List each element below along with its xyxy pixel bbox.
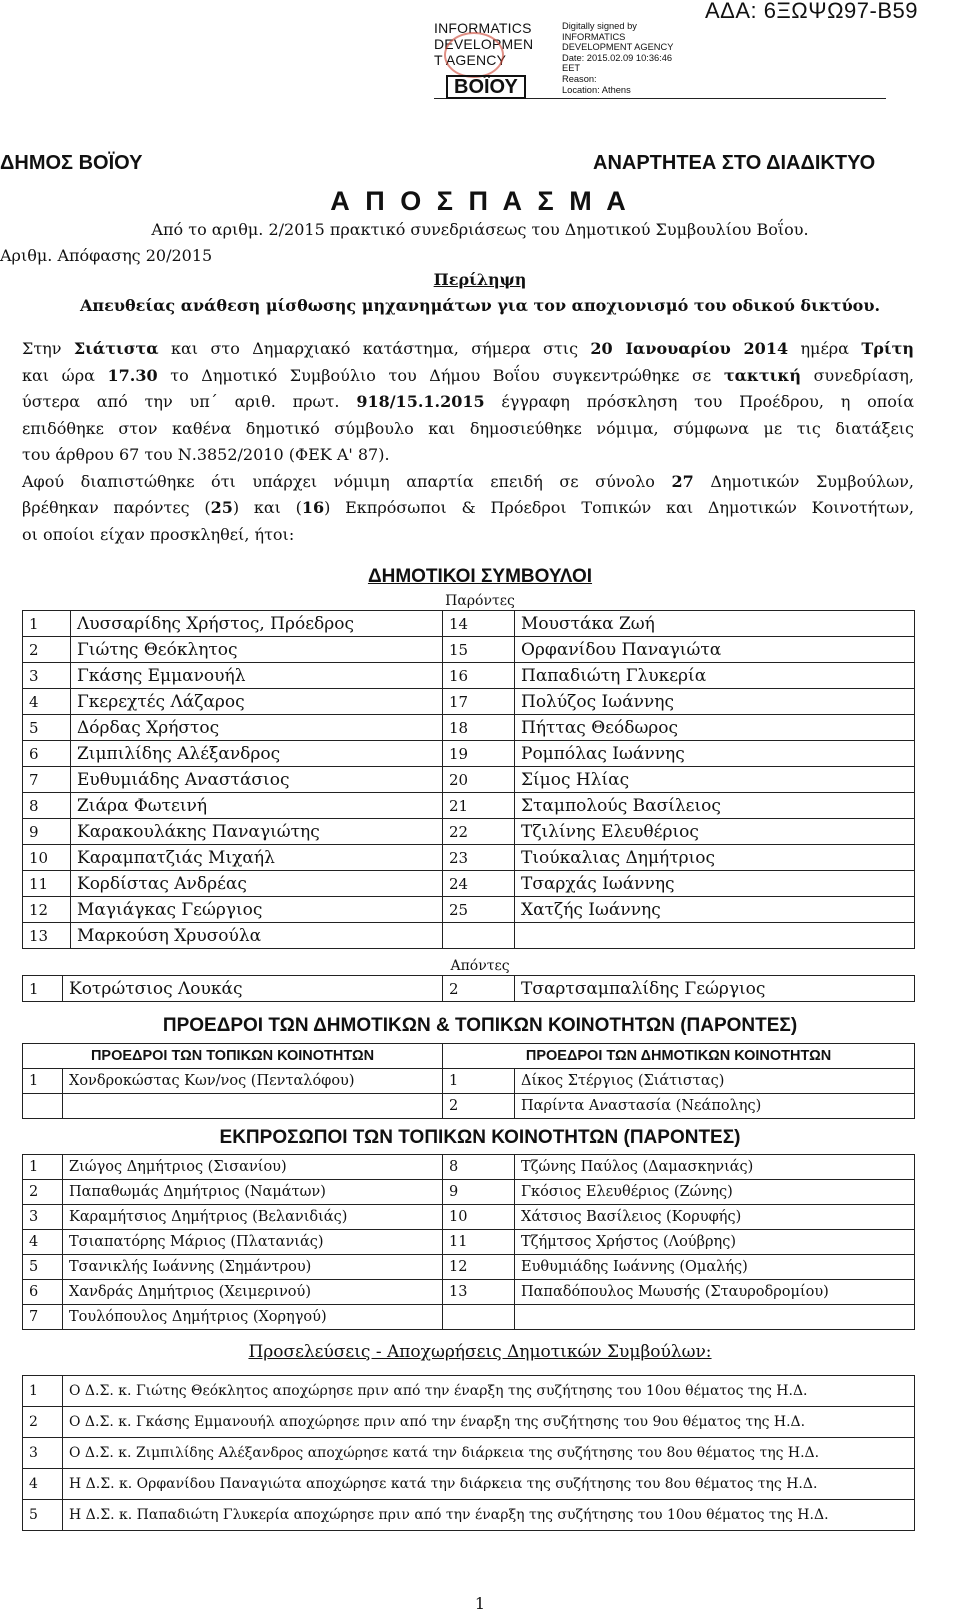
row-number: 25 (443, 897, 515, 923)
name-cell: Καρακουλάκης Παναγιώτης (71, 819, 443, 845)
row-number: 13 (443, 1280, 515, 1305)
row-number: 10 (23, 845, 71, 871)
name-cell: Παπαδόπουλος Μωυσής (Σταυροδρομίου) (515, 1280, 915, 1305)
row-number: 1 (23, 1069, 63, 1094)
name-cell (515, 1305, 915, 1330)
name-cell: Τσανικλής Ιωάννης (Σημάντρου) (63, 1255, 443, 1280)
table-row (23, 1280, 915, 1305)
name-cell: Χονδροκώστας Κων/νος (Πενταλόφου) (63, 1069, 443, 1094)
name-cell: Τσαρχάς Ιωάννης (515, 871, 915, 897)
table-row (23, 845, 915, 871)
name-cell: Καραμπατζιάς Μιχαήλ (71, 845, 443, 871)
signature-detail: INFORMATICS (562, 31, 626, 42)
digital-signature-block (434, 20, 886, 99)
row-number (443, 1305, 515, 1330)
intro-line-2: και ώρα 17.30 το Δημοτικό Συμβούλιο του Δήμου Βοΐου συγκεντρώθηκε σε τακτική συνεδρίαση, (22, 365, 914, 385)
row-number: 21 (443, 793, 515, 819)
name-cell: Τσιαπατόρης Μάριος (Πλατανιάς) (63, 1230, 443, 1255)
signature-logo-text: ΒΟΪΟΥ (446, 75, 526, 99)
name-cell: Ζιμπιλίδης Αλέξανδρος (71, 741, 443, 767)
name-cell: Ζιώγος Δημήτριος (Σισανίου) (63, 1155, 443, 1180)
name-cell: Τιούκαλιας Δημήτριος (515, 845, 915, 871)
seal-icon (444, 32, 504, 78)
intro-line-3: ύστερα από την υπ΄ αριθ. πρωτ. 918/15.1.2015 έγγραφη πρόσκληση του Προέδρου, η οποία (22, 392, 915, 411)
name-cell: Ο Δ.Σ. κ. Ζιμπιλίδης Αλέξανδρος αποχώρησε κατά την διάρκεια της συζήτησης του 8ου θέματος της Η.Δ. (63, 1438, 915, 1469)
row-number: 23 (443, 845, 515, 871)
row-number: 3 (23, 1438, 63, 1469)
from-line: Από το αριθμ. 2/2015 πρακτικό συνεδριάσεως του Δημοτικού Συμβουλίου Βοΐου. (151, 220, 809, 239)
table-row (23, 1469, 915, 1500)
name-cell: Ρομπόλας Ιωάννης (515, 741, 915, 767)
name-cell: Χανδράς Δημήτριος (Χειμερινού) (63, 1280, 443, 1305)
table-row (23, 1069, 915, 1094)
table-row (23, 767, 915, 793)
name-cell: Τζήμτσος Χρήστος (Λούβρης) (515, 1230, 915, 1255)
row-number (443, 923, 515, 949)
row-number: 4 (23, 1469, 63, 1500)
table-header-row (23, 1044, 915, 1069)
row-number: 2 (23, 1180, 63, 1205)
name-cell: Ο Δ.Σ. κ. Γιώτης Θεόκλητος αποχώρησε πριν από την έναρξη της συζήτησης του 10ου θέματος της Η.Δ. (63, 1376, 915, 1407)
absent-label: Απόντες (450, 958, 510, 974)
name-cell: Παπαθωμάς Δημήτριος (Ναμάτων) (63, 1180, 443, 1205)
row-number: 1 (23, 976, 63, 1002)
signature-detail: Reason: (562, 73, 597, 84)
name-cell: Δόρδας Χρήστος (71, 715, 443, 741)
signature-name-2: DEVELOPMEN (434, 36, 534, 52)
row-number: 20 (443, 767, 515, 793)
ada-stamp: ΑΔΑ: 6ΞΩΨΩ97-Β59 (704, 0, 918, 23)
name-cell (515, 923, 915, 949)
name-cell: Γκόσιος Ελευθέριος (Ζώνης) (515, 1180, 915, 1205)
row-number: 22 (443, 819, 515, 845)
page-number: 1 (474, 1594, 486, 1613)
row-number: 3 (23, 663, 71, 689)
name-cell: Γκερεχτές Λάζαρος (71, 689, 443, 715)
row-number: 19 (443, 741, 515, 767)
present-label: Παρόντες (445, 593, 515, 609)
row-number: 6 (23, 1280, 63, 1305)
signature-name-1: INFORMATICS (434, 20, 532, 36)
name-cell: Πήττας Θεόδωρος (515, 715, 915, 741)
table-row (23, 637, 915, 663)
name-cell: Τουλόπουλος Δημήτριος (Χορηγού) (63, 1305, 443, 1330)
name-cell: Ορφανίδου Παναγιώτα (515, 637, 915, 663)
row-number: 7 (23, 1305, 63, 1330)
posting-note: ΑΝΑΡΤΗΤΕΑ ΣΤΟ ΔΙΑΔΙΚΤΥΟ (593, 152, 876, 174)
name-cell: Μαρκούση Χρυσούλα (71, 923, 443, 949)
row-number: 6 (23, 741, 71, 767)
table-row (23, 819, 915, 845)
presidents-table (22, 1043, 915, 1119)
name-cell: Λυσσαρίδης Χρήστος, Πρόεδρος (71, 611, 443, 637)
row-number: 8 (23, 793, 71, 819)
name-cell: Γκάσης Εμμανουήλ (71, 663, 443, 689)
signature-detail: Location: Athens (562, 84, 631, 95)
table-row (23, 689, 915, 715)
reps-heading: ΕΚΠΡΟΣΩΠΟΙ ΤΩΝ ΤΟΠΙΚΩΝ ΚΟΙΝΟΤΗΤΩΝ (ΠΑΡΟΝΤΕΣ) (219, 1127, 741, 1148)
arrivals-heading: Προσελεύσεις - Αποχωρήσεις Δημοτικών Συμβούλων: (248, 1342, 712, 1362)
table-row (23, 1500, 915, 1531)
signature-logo (434, 20, 534, 98)
row-number: 5 (23, 1255, 63, 1280)
name-cell: Πολύζος Ιωάννης (515, 689, 915, 715)
row-number: 11 (23, 871, 71, 897)
signature-name-3: T AGENCY (434, 52, 507, 68)
signature-details (562, 21, 673, 95)
signature-detail: EET (562, 63, 581, 74)
table-row (23, 1230, 915, 1255)
name-cell: Κορδίστας Ανδρέας (71, 871, 443, 897)
row-number: 5 (23, 715, 71, 741)
row-number: 9 (443, 1180, 515, 1205)
table-row (23, 1376, 915, 1407)
row-number: 16 (443, 663, 515, 689)
row-number: 8 (443, 1155, 515, 1180)
signature-detail: Date: 2015.02.09 10:36:46 (562, 52, 673, 63)
row-number: 2 (443, 976, 515, 1002)
name-cell: Κοτρώτσιος Λουκάς (63, 976, 443, 1002)
name-cell: Τσαρτσαμπαλίδης Γεώργιος (515, 976, 915, 1002)
row-number: 5 (23, 1500, 63, 1531)
intro-line-7: βρέθηκαν παρόντες (25) και (16) Εκπρόσωποι & Πρόεδροι Τοπικών και Δημοτικών Κοινοτήτων, (22, 498, 915, 517)
intro-line-4: επιδόθηκε στον καθένα δημοτικό σύμβουλο και δημοσιεύθηκε νόμιμα, σύμφωνα με τις διατάξεις (22, 418, 914, 438)
table-row (23, 1438, 915, 1469)
row-number: 1 (23, 1376, 63, 1407)
name-cell: Σίμος Ηλίας (515, 767, 915, 793)
councillors-heading: ΔΗΜΟΤΙΚΟΙ ΣΥΜΒΟΥΛΟΙ (367, 566, 593, 587)
table-row (23, 1407, 915, 1438)
row-number: 18 (443, 715, 515, 741)
intro-line-6: Αφού διαπιστώθηκε ότι υπάρχει νόμιμη απαρτία επειδή σε σύνολο 27 Δημοτικών Συμβούλων, (22, 471, 914, 491)
name-cell: Σταμπολούς Βασίλειος (515, 793, 915, 819)
name-cell: Ευθυμιάδης Αναστάσιος (71, 767, 443, 793)
row-number: 2 (23, 637, 71, 663)
present-table (22, 610, 915, 949)
document-title: Α Π Ο Σ Π Α Σ Μ Α (330, 186, 630, 216)
name-cell: Παπαδιώτη Γλυκερία (515, 663, 915, 689)
name-cell (63, 1094, 443, 1119)
row-number: 4 (23, 689, 71, 715)
table-row (23, 1205, 915, 1230)
table-row (23, 663, 915, 689)
name-cell: Η Δ.Σ. κ. Ορφανίδου Παναγιώτα αποχώρησε κατά την διάρκεια της συζήτησης του 8ου θέματος της Η.Δ. (63, 1469, 915, 1500)
intro-line-8: οι οποίοι είχαν προσκληθεί, ήτοι: (22, 524, 295, 544)
summary-text: Απευθείας ανάθεση μίσθωσης μηχανημάτων για τον αποχιονισμό του οδικού δικτύου. (79, 296, 881, 315)
name-cell: Τζώνης Παύλος (Δαμασκηνιάς) (515, 1155, 915, 1180)
intro-paragraph (22, 336, 914, 548)
presidents-heading: ΠΡΟΕΔΡΟΙ ΤΩΝ ΔΗΜΟΤΙΚΩΝ & ΤΟΠΙΚΩΝ ΚΟΙΝΟΤΗΤΩΝ (ΠΑΡΟΝΤΕΣ) (162, 1015, 798, 1036)
row-number: 17 (443, 689, 515, 715)
decision-number: Αριθμ. Απόφασης 20/2015 (0, 246, 213, 265)
row-number: 4 (23, 1230, 63, 1255)
row-number: 11 (443, 1230, 515, 1255)
row-number: 1 (23, 1155, 63, 1180)
name-cell: Ζιάρα Φωτεινή (71, 793, 443, 819)
name-cell: Παρίντα Αναστασία (Νεάπολης) (515, 1094, 915, 1119)
row-number: 12 (23, 897, 71, 923)
row-number: 10 (443, 1205, 515, 1230)
signature-detail: DEVELOPMENT AGENCY (562, 42, 674, 53)
name-cell: Μουστάκα Ζωή (515, 611, 915, 637)
row-number: 2 (443, 1094, 515, 1119)
summary-label: Περίληψη (433, 270, 527, 289)
table-row (23, 1305, 915, 1330)
row-number: 2 (23, 1407, 63, 1438)
name-cell: Δίκος Στέργιος (Σιάτιστας) (515, 1069, 915, 1094)
municipality-name: ΔΗΜΟΣ ΒΟΪΟΥ (0, 152, 143, 174)
row-number: 15 (443, 637, 515, 663)
name-cell: Χάτσιος Βασίλειος (Κορυφής) (515, 1205, 915, 1230)
row-number: 1 (443, 1069, 515, 1094)
row-number: 7 (23, 767, 71, 793)
row-number: 13 (23, 923, 71, 949)
intro-line-1: Στην Σιάτιστα και στο Δημαρχιακό κατάστημα, σήμερα στις 20 Ιανουαρίου 2014 ημέρα Τρίτη (22, 339, 915, 358)
table-row (23, 715, 915, 741)
col-municipal-presidents: ΠΡΟΕΔΡΟΙ ΤΩΝ ΔΗΜΟΤΙΚΩΝ ΚΟΙΝΟΤΗΤΩΝ (443, 1044, 915, 1069)
signature-detail: Digitally signed by (562, 21, 637, 31)
table-row (23, 1255, 915, 1280)
name-cell: Η Δ.Σ. κ. Παπαδιώτη Γλυκερία αποχώρησε πριν από την έναρξη της συζήτησης του 10ου θέματος της Η.Δ. (63, 1500, 915, 1531)
table-row (23, 976, 915, 1002)
name-cell: Χατζής Ιωάννης (515, 897, 915, 923)
table-row (23, 923, 915, 949)
name-cell: Γιώτης Θεόκλητος (71, 637, 443, 663)
name-cell: Καραμήτσιος Δημήτριος (Βελανιδιάς) (63, 1205, 443, 1230)
row-number: 24 (443, 871, 515, 897)
table-row (23, 611, 915, 637)
table-row (23, 897, 915, 923)
row-number (23, 1094, 63, 1119)
col-local-presidents: ΠΡΟΕΔΡΟΙ ΤΩΝ ΤΟΠΙΚΩΝ ΚΟΙΝΟΤΗΤΩΝ (23, 1044, 443, 1069)
intro-line-5: του άρθρου 67 του Ν.3852/2010 (ΦΕΚ Α' 87). (22, 445, 390, 464)
table-row (23, 1155, 915, 1180)
absent-table (22, 975, 915, 1002)
reps-table (22, 1154, 915, 1330)
table-row (23, 871, 915, 897)
name-cell: Τζιλίνης Ελευθέριος (515, 819, 915, 845)
table-row (23, 793, 915, 819)
table-row (23, 1180, 915, 1205)
name-cell: Ο Δ.Σ. κ. Γκάσης Εμμανουήλ αποχώρησε πριν από την έναρξη της συζήτησης του 9ου θέματος της Η.Δ. (63, 1407, 915, 1438)
name-cell: Μαγιάγκας Γεώργιος (71, 897, 443, 923)
row-number: 3 (23, 1205, 63, 1230)
row-number: 9 (23, 819, 71, 845)
row-number: 12 (443, 1255, 515, 1280)
table-row (23, 741, 915, 767)
table-row (23, 1094, 915, 1119)
arrivals-table (22, 1375, 915, 1531)
row-number: 14 (443, 611, 515, 637)
row-number: 1 (23, 611, 71, 637)
name-cell: Ευθυμιάδης Ιωάννης (Ομαλής) (515, 1255, 915, 1280)
